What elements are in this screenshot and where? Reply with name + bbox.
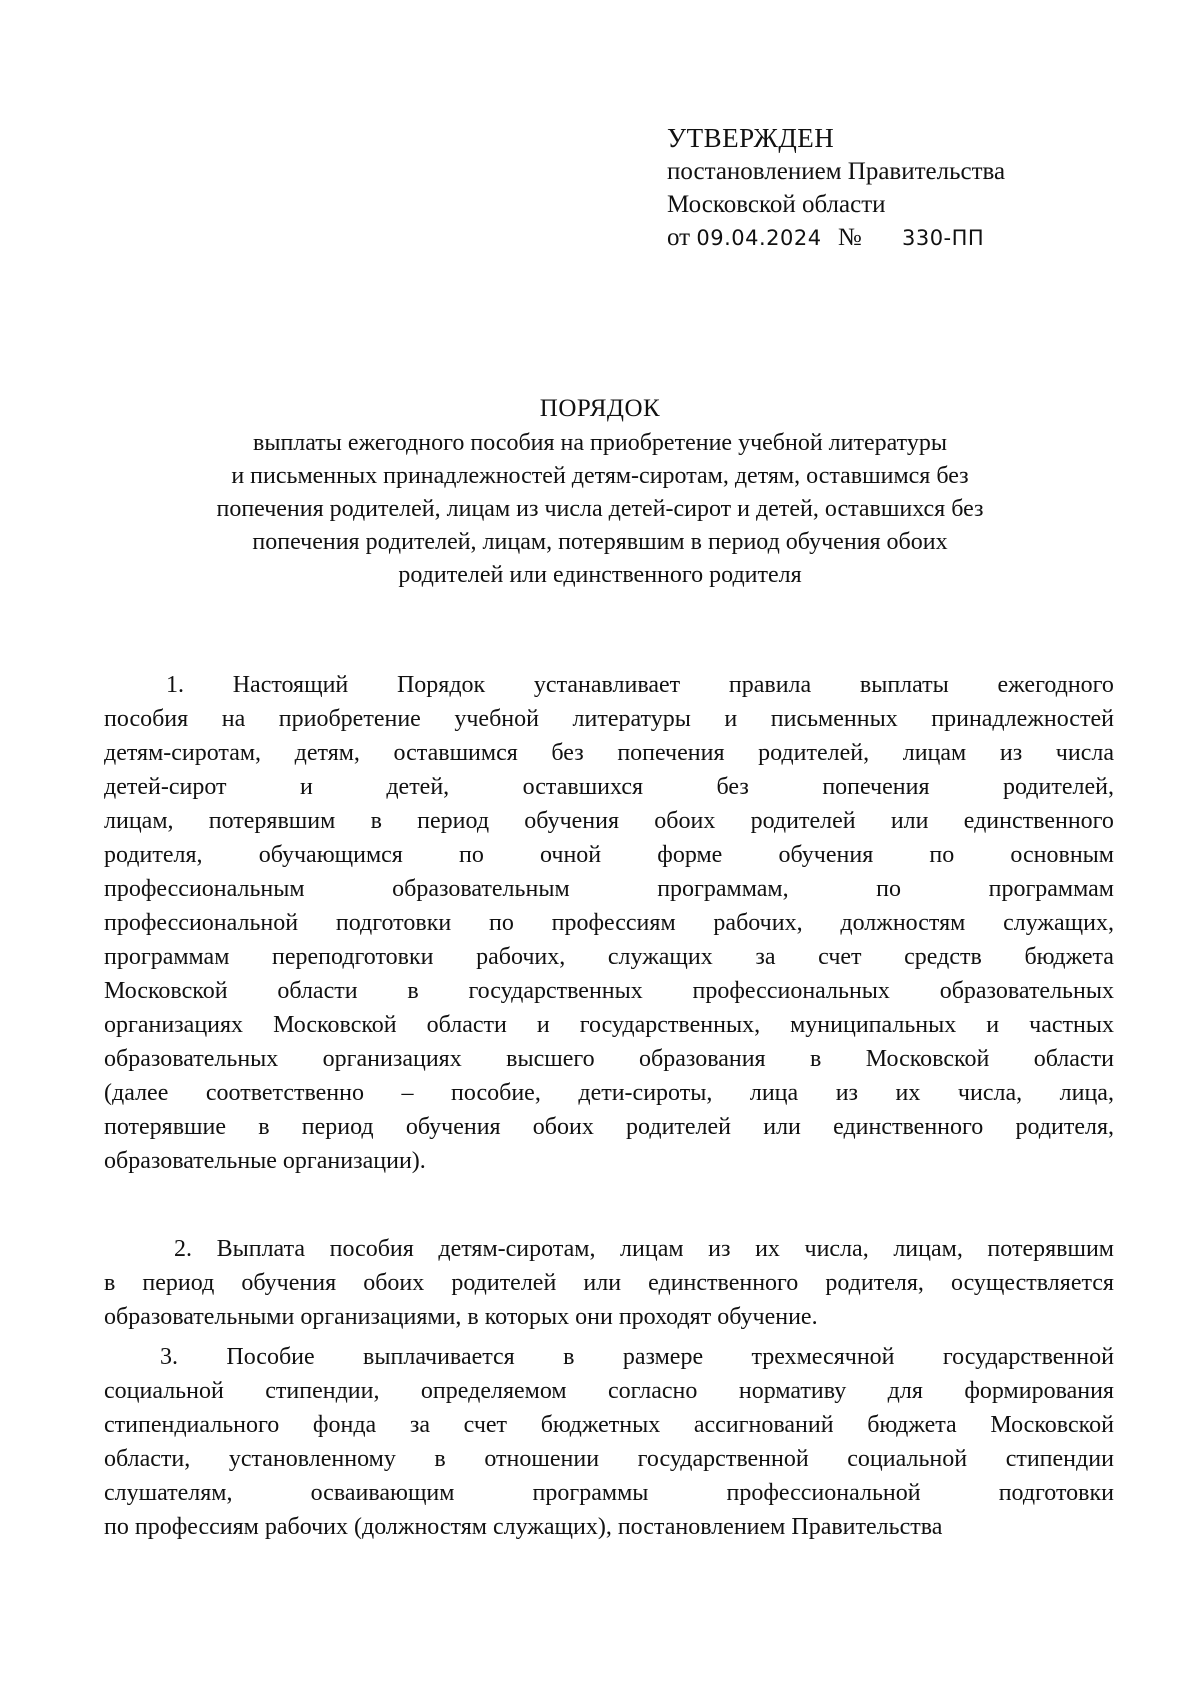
subtitle-line: родителей или единственного родителя [398, 562, 802, 588]
word: 3. [160, 1344, 178, 1370]
word: лицам [902, 740, 967, 766]
word: или [763, 1114, 801, 1140]
word: области [1033, 1046, 1114, 1072]
word: родителей [626, 1114, 732, 1140]
word: подготовки [998, 1480, 1114, 1506]
paragraph-line [104, 736, 1114, 770]
paragraph-line [104, 1340, 1114, 1374]
date-prefix: от [667, 224, 691, 251]
document-title: ПОРЯДОК [539, 395, 661, 422]
paragraph-line [104, 702, 1114, 736]
word: переподготовки [272, 944, 434, 970]
word: образовательных [104, 1046, 279, 1072]
word: в [407, 978, 419, 1004]
word: нормативу [738, 1378, 847, 1404]
paragraph-line [104, 906, 1114, 940]
word: фонда [312, 1412, 377, 1438]
paragraph-1 [104, 668, 1114, 1178]
word: стипендии [1005, 1446, 1114, 1472]
word: государственных, [579, 1012, 761, 1038]
word: Порядок [396, 672, 486, 698]
word: слушателям, [104, 1480, 233, 1506]
paragraph-line [104, 1476, 1114, 1510]
word: детей-сирот [104, 774, 227, 800]
word: стипендии, [265, 1378, 380, 1404]
word: государственной [637, 1446, 809, 1472]
word: государственной [942, 1344, 1114, 1370]
word: в [104, 1270, 116, 1296]
word: литературы [572, 706, 691, 732]
number-sign: № [837, 224, 862, 251]
word: организациях [104, 1012, 244, 1038]
word: родителей, [1003, 774, 1114, 800]
word: приобретение [278, 706, 421, 732]
word: счет [818, 944, 862, 970]
paragraph-2 [104, 1232, 1114, 1334]
paragraph-line [104, 872, 1114, 906]
word: в [810, 1046, 822, 1072]
paragraph-line: по профессиям рабочих (должностям служащих), постановлением Правительства [104, 1514, 943, 1540]
word: бюджета [867, 1412, 957, 1438]
decree-reference [667, 221, 1005, 255]
word: период [142, 1270, 215, 1296]
word: без [716, 774, 749, 800]
word: оставшимся [393, 740, 518, 766]
word: устанавливает [533, 672, 681, 698]
word: и [300, 774, 313, 800]
word: период [301, 1114, 374, 1140]
word: основным [1010, 842, 1114, 868]
word: дети-сироты, [578, 1080, 713, 1106]
word: в [258, 1114, 270, 1140]
word: программам [988, 876, 1114, 902]
paragraph-line [104, 1266, 1114, 1300]
word: стипендиального [104, 1412, 280, 1438]
word: числа, [957, 1080, 1023, 1106]
word: лицам [620, 1236, 684, 1262]
paragraph-line: образовательные организации). [104, 1148, 426, 1174]
word: образования [639, 1046, 766, 1072]
paragraph-3 [104, 1340, 1114, 1544]
paragraph-line [104, 1442, 1114, 1476]
word: и [986, 1012, 1000, 1038]
word: единственного [833, 1114, 984, 1140]
word: попечения [617, 740, 725, 766]
word: лицам, [893, 1236, 963, 1262]
word: размере [622, 1344, 704, 1370]
word: программы [532, 1480, 649, 1506]
word: выплачивается [363, 1344, 515, 1370]
word: родителей [750, 808, 856, 834]
word: и [724, 706, 738, 732]
word: потерявшим [987, 1236, 1114, 1262]
word: за [755, 944, 776, 970]
word: (далее [104, 1080, 169, 1106]
word: области [426, 1012, 507, 1038]
word: 1. [166, 672, 184, 698]
paragraph-line [104, 804, 1114, 838]
word: из [999, 740, 1023, 766]
word: формирования [964, 1378, 1114, 1404]
word: Московской [990, 1412, 1114, 1438]
word: попечения [822, 774, 930, 800]
word: по [459, 842, 484, 868]
word: очной [540, 842, 602, 868]
word: профессиональным [104, 876, 305, 902]
word: программам [104, 944, 230, 970]
paragraph-line [104, 940, 1114, 974]
word: учебной [454, 706, 539, 732]
word: пособия [104, 706, 189, 732]
word: пособие, [451, 1080, 541, 1106]
approval-line-1: постановлением Правительства [667, 158, 1006, 185]
word: муниципальных [790, 1012, 957, 1038]
word: профессиональных [692, 978, 890, 1004]
word: форме [657, 842, 723, 868]
word: лица [749, 1080, 799, 1106]
word: ассигнований [693, 1412, 834, 1438]
word: программам, [657, 876, 789, 902]
word: в [434, 1446, 446, 1472]
word: единственного [648, 1270, 799, 1296]
paragraph-line [104, 1008, 1114, 1042]
paragraph-line [104, 1374, 1114, 1408]
word: социальной [104, 1378, 224, 1404]
word: их [755, 1236, 780, 1262]
word: по [488, 910, 514, 936]
word: осуществляется [950, 1270, 1114, 1296]
word: без [551, 740, 584, 766]
word: обучения [778, 842, 874, 868]
paragraph-line [104, 1110, 1114, 1144]
word: служащих, [1003, 910, 1114, 936]
word: из [835, 1080, 859, 1106]
word: Выплата [216, 1236, 306, 1262]
paragraph-line [104, 668, 1114, 702]
word: обучающимся [258, 842, 403, 868]
word: определяемом [420, 1378, 567, 1404]
word: обучения [405, 1114, 501, 1140]
approval-line-2: Московской области [667, 191, 886, 218]
word: выплаты [859, 672, 949, 698]
word: области [277, 978, 358, 1004]
word: период [417, 808, 490, 834]
word: Настоящий [232, 672, 349, 698]
subtitle-line: выплаты ежегодного пособия на приобретение учебной литературы [253, 430, 947, 456]
decree-date: 09.04.2024 [696, 226, 822, 250]
subtitle-line: попечения родителей, лицам, потерявшим в период обучения обоих [252, 529, 948, 555]
word: рабочих, [476, 944, 566, 970]
word: средств [904, 944, 982, 970]
word: – [401, 1080, 414, 1106]
word: подготовки [335, 910, 452, 936]
word: образовательным [392, 876, 570, 902]
word: области, [104, 1446, 191, 1472]
word: родителя, [1015, 1114, 1114, 1140]
paragraph-line [104, 1408, 1114, 1442]
word: единственного [963, 808, 1114, 834]
paragraph-line [104, 1232, 1114, 1266]
word: частных [1029, 1012, 1114, 1038]
word: обоих [532, 1114, 594, 1140]
document-subtitle [180, 427, 1020, 592]
paragraph-line [104, 1042, 1114, 1076]
word: должностям [840, 910, 966, 936]
word: их [895, 1080, 921, 1106]
word: за [409, 1412, 430, 1438]
word: профессиям [551, 910, 676, 936]
word: бюджета [1024, 944, 1114, 970]
word: или [583, 1270, 622, 1296]
word: из [708, 1236, 731, 1262]
word: в [563, 1344, 575, 1370]
approval-block [667, 122, 1005, 255]
word: оставшихся [522, 774, 644, 800]
word: родителя, [104, 842, 203, 868]
word: в [370, 808, 382, 834]
word: рабочих, [713, 910, 803, 936]
word: социальной [847, 1446, 968, 1472]
word: профессиональной [104, 910, 299, 936]
word: образовательных [939, 978, 1114, 1004]
decree-number: 330-ПП [901, 226, 985, 250]
paragraph-line [104, 838, 1114, 872]
word: лицам, [104, 808, 174, 834]
word: трехмесячной [751, 1344, 895, 1370]
word: письменных [770, 706, 898, 732]
word: потерявшим [208, 808, 336, 834]
word: детям, [294, 740, 360, 766]
word: высшего [506, 1046, 595, 1072]
paragraph-line [104, 1076, 1114, 1110]
word: числа [1055, 740, 1114, 766]
word: соответственно [205, 1080, 364, 1106]
word: осваивающим [310, 1480, 455, 1506]
word: правила [728, 672, 812, 698]
subtitle-line: попечения родителей, лицам из числа детей-сирот и детей, оставшихся без [216, 496, 984, 522]
word: родителей [451, 1270, 557, 1296]
word: согласно [608, 1378, 698, 1404]
word: или [890, 808, 929, 834]
word: государственных [468, 978, 643, 1004]
word: детям-сиротам, [438, 1236, 596, 1262]
word: детей, [386, 774, 450, 800]
word: принадлежностей [931, 706, 1114, 732]
paragraph-line [104, 770, 1114, 804]
approval-stamp: УТВЕРЖДЕН [667, 123, 835, 153]
word: Пособие [226, 1344, 315, 1370]
word: числа, [804, 1236, 869, 1262]
word: обоих [654, 808, 716, 834]
word: родителей, [758, 740, 870, 766]
word: отношении [484, 1446, 600, 1472]
word: обучения [524, 808, 620, 834]
word: потерявшие [104, 1114, 227, 1140]
word: служащих [607, 944, 713, 970]
word: счет [463, 1412, 508, 1438]
word: по [876, 876, 902, 902]
word: лица, [1059, 1080, 1114, 1106]
word: для [887, 1378, 923, 1404]
word: Московской [865, 1046, 990, 1072]
paragraph-line [104, 974, 1114, 1008]
word: профессиональной [726, 1480, 921, 1506]
word: установленному [228, 1446, 396, 1472]
word: бюджетных [540, 1412, 661, 1438]
word: и [536, 1012, 550, 1038]
word: обоих [363, 1270, 425, 1296]
subtitle-line: и письменных принадлежностей детям-сиротам, детям, оставшимся без [231, 463, 969, 489]
word: ежегодного [997, 672, 1114, 698]
word: пособия [329, 1236, 414, 1262]
word: организациях [322, 1046, 462, 1072]
word: детям-сиротам, [104, 740, 262, 766]
word: по [929, 842, 955, 868]
word: 2. [174, 1236, 192, 1262]
word: обучения [241, 1270, 337, 1296]
paragraph-line: образовательными организациями, в которых они проходят обучение. [104, 1304, 818, 1330]
word: Московской [273, 1012, 397, 1038]
word: родителя, [825, 1270, 924, 1296]
word: Московской [104, 978, 228, 1004]
word: на [221, 706, 246, 732]
